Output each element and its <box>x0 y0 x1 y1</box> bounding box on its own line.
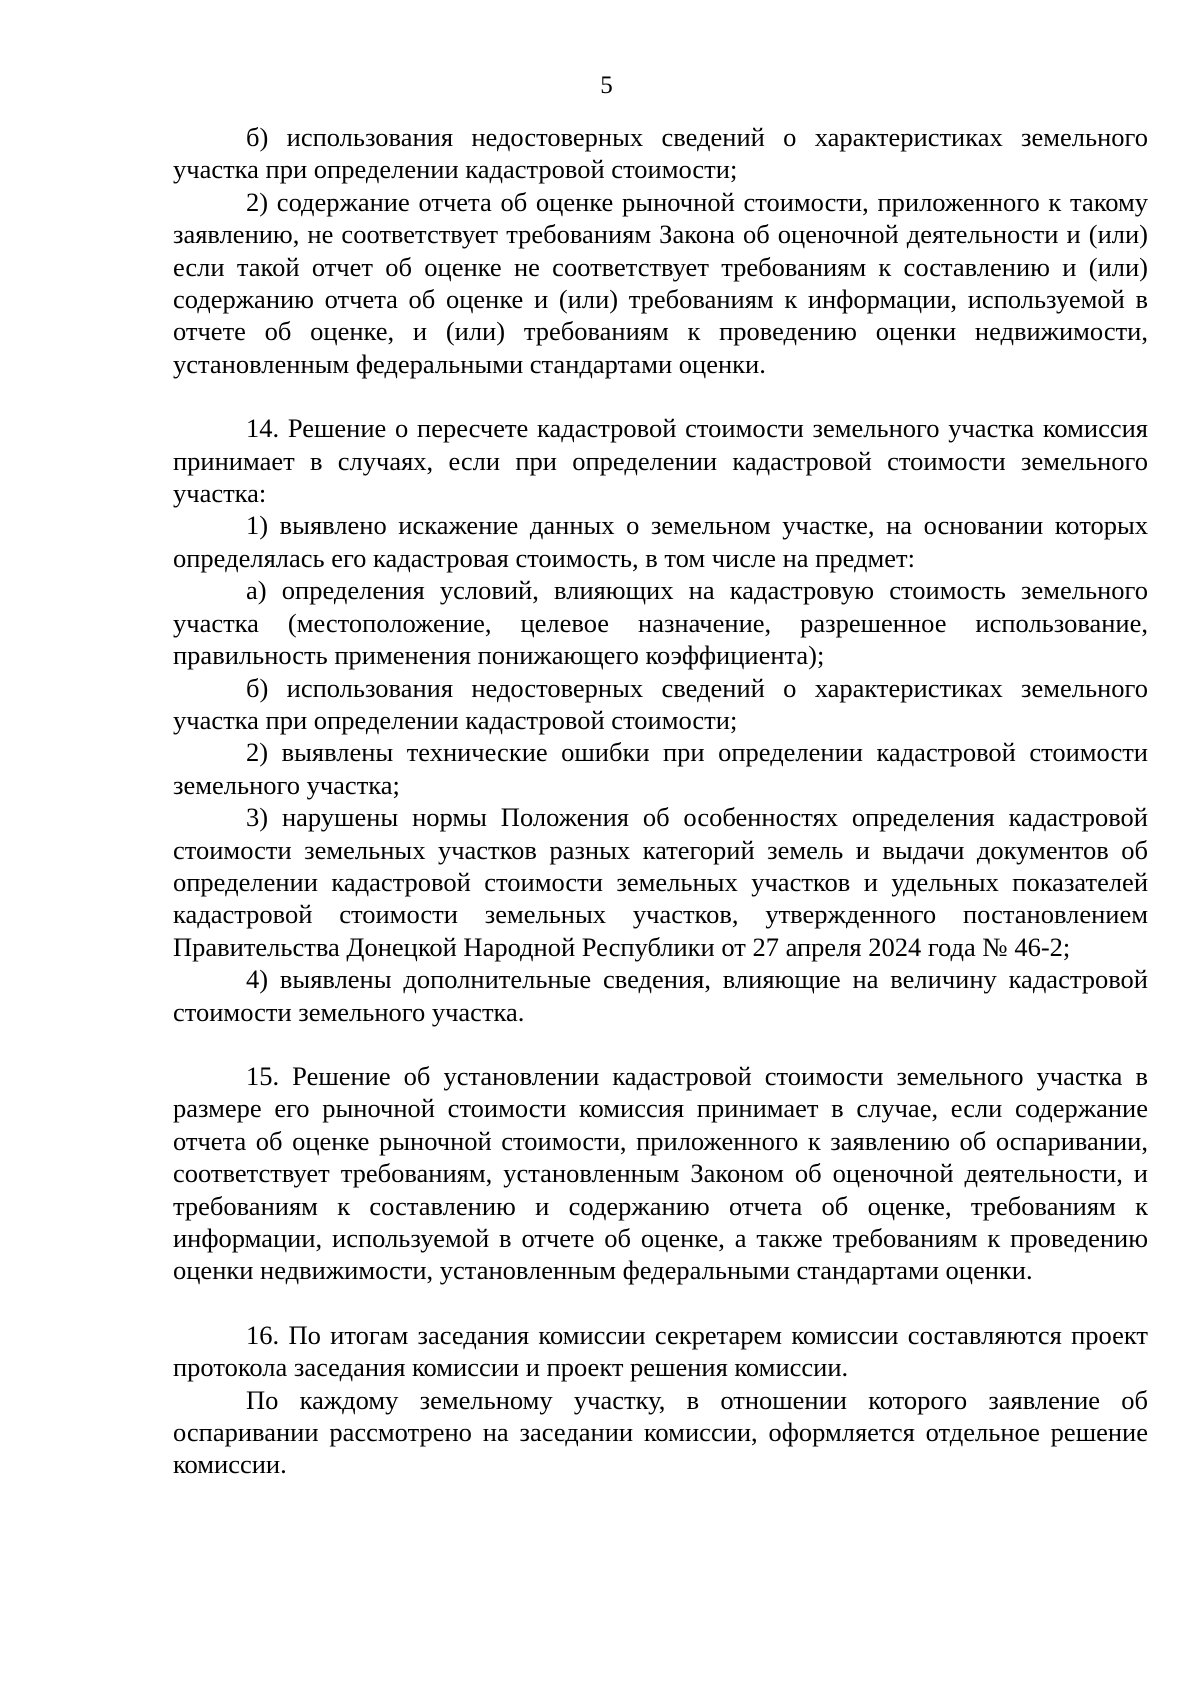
paragraph-section-15: 15. Решение об установлении кадастровой стоимости земельного участка в размере его рыночной стоимости комиссия принимает в случае, если содержание отчета об оценке рыночной стоимости, приложенного к заявлению об оспаривании, соответствует требованиям, установленным Законом об оценочной деятельности, и требованиям к составлению и содержанию отчета об оценке, требованиям к информации, используемой в отчете об оценке, а также требованиям к проведению оценки недвижимости, установленным федеральными стандартами оценки. <box>173 1060 1148 1286</box>
paragraph-item-b: б) использования недостоверных сведений о характеристиках земельного участка при определении кадастровой стоимости; <box>173 122 1148 185</box>
paragraph-gap <box>173 380 1148 412</box>
page-number: 5 <box>600 72 613 99</box>
paragraph-section-14-item-3: 3) нарушены нормы Положения об особенностях определения кадастровой стоимости земельных участков разных категорий земель и выдачи документов об определении кадастровой стоимости земельных участков и удельных показателей кадастровой стоимости земельных участков, утвержденного постановлением Правительства Донецкой Народной Республики от 27 апреля 2024 года № 46-2; <box>173 802 1148 962</box>
document-body <box>173 121 1148 1481</box>
paragraph-section-16: 16. По итогам заседания комиссии секретарем комиссии составляются проект протокола заседания комиссии и проект решения комиссии. <box>173 1319 1148 1383</box>
paragraph-section-14-item-4: 4) выявлены дополнительные сведения, влияющие на величину кадастровой стоимости земельного участка. <box>173 964 1148 1027</box>
paragraph-section-14-item-a: а) определения условий, влияющих на кадастровую стоимость земельного участка (местоположение, целевое назначение, разрешенное использование, правильность применения понижающего коэффициента); <box>173 575 1148 671</box>
paragraph-section-16-continuation: По каждому земельному участку, в отношении которого заявление об оспаривании рассмотрено на заседании комиссии, оформляется отдельное решение комиссии. <box>173 1384 1148 1480</box>
paragraph-gap <box>173 1287 1148 1319</box>
paragraph-item-2-report: 2) содержание отчета об оценке рыночной стоимости, приложенного к такому заявлению, не соответствует требованиям Закона об оценочной деятельности и (или) если такой отчет об оценке не соответствует требованиям к составлению и (или) содержанию отчета об оценке и (или) требованиям к информации, используемой в отчете об оценке, и (или) требованиям к проведению оценки недвижимости, установленным федеральными стандартами оценки. <box>173 186 1148 379</box>
paragraph-section-14-item-1: 1) выявлено искажение данных о земельном участке, на основании которых определялась его кадастровая стоимость, в том числе на предмет: <box>173 510 1148 573</box>
paragraph-section-14-item-b: б) использования недостоверных сведений о характеристиках земельного участка при определении кадастровой стоимости; <box>173 672 1148 735</box>
paragraph-section-14: 14. Решение о пересчете кадастровой стоимости земельного участка комиссия принимает в случаях, если при определении кадастровой стоимости земельного участка: <box>173 413 1148 509</box>
paragraph-section-14-item-2: 2) выявлены технические ошибки при определении кадастровой стоимости земельного участка; <box>173 737 1148 800</box>
paragraph-gap <box>173 1028 1148 1060</box>
